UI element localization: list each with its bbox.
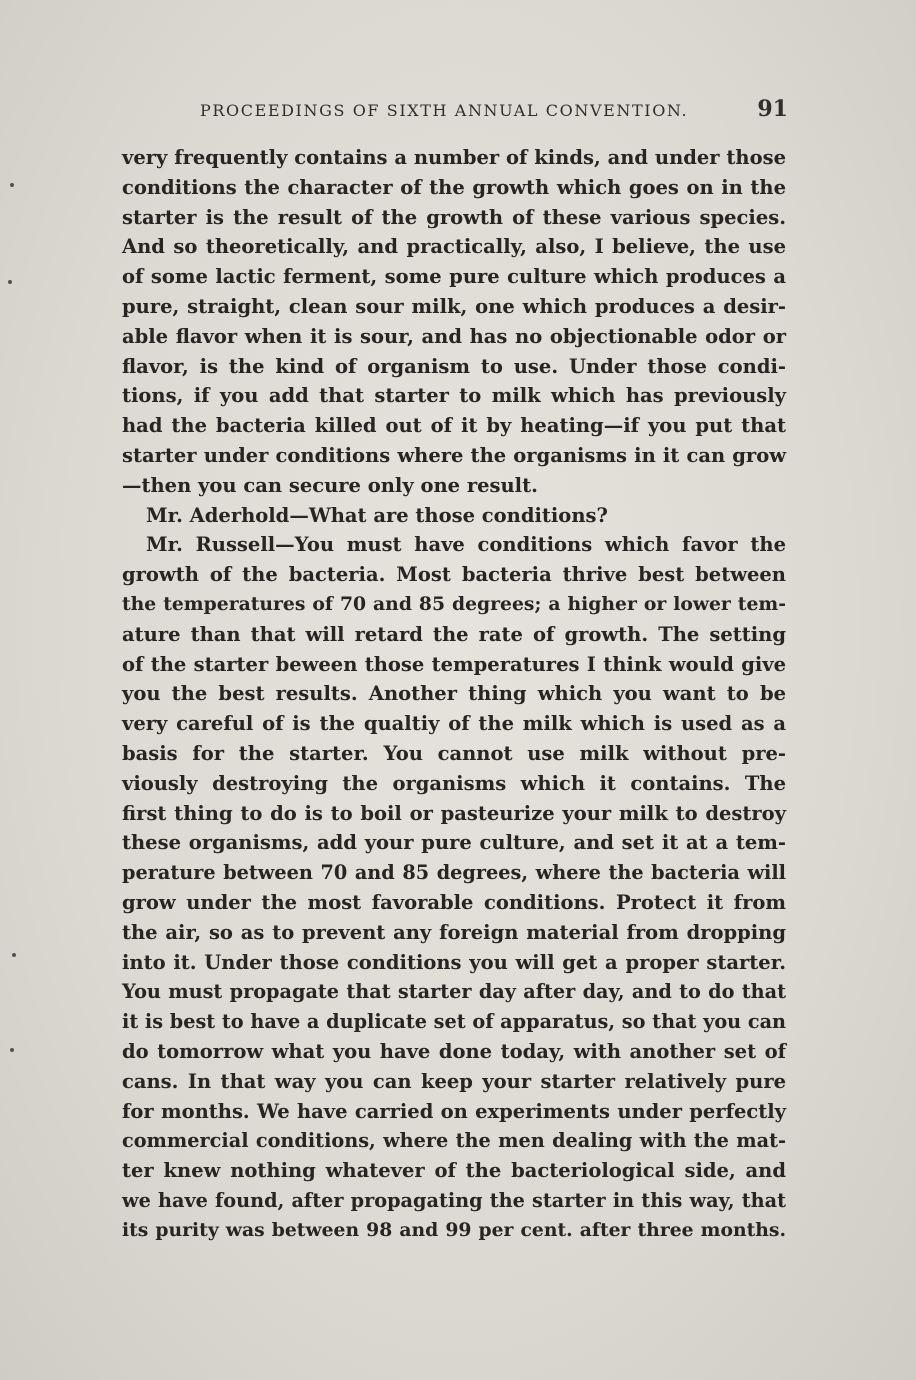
text-line: first thing to do is to boil or pasteurize your milk to destroy — [122, 801, 786, 825]
text-line: do tomorrow what you have done today, with another set of — [122, 1039, 786, 1063]
text-line: for months. We have carried on experiments under perfectly — [122, 1099, 786, 1123]
text-line: cans. In that way you can keep your starter relatively pure — [122, 1069, 786, 1093]
text-line: tions, if you add that starter to milk which has previously — [122, 384, 786, 408]
speck-mark — [10, 183, 14, 187]
text-line: it is best to have a duplicate set of apparatus, so that you can — [122, 1010, 787, 1034]
text-line: its purity was between 98 and 99 per cent. after three months. — [122, 1218, 786, 1241]
text-line: the air, so as to prevent any foreign material from dropping — [122, 920, 786, 944]
text-line: ter knew nothing whatever of the bacteriological side, and — [122, 1159, 786, 1183]
text-line: into it. Under those conditions you will get a proper starter. — [122, 950, 786, 974]
text-line: Mr. Russell—You must have conditions which favor the — [146, 533, 786, 557]
text-line: starter under conditions where the organisms in it can grow — [122, 443, 786, 467]
text-line: You must propagate that starter day after day, and to do that — [122, 980, 786, 1004]
text-line: very frequently contains a number of kinds, and under those — [122, 146, 786, 169]
speck-mark — [12, 953, 16, 957]
text-line: grow under the most favorable conditions. Protect it from — [122, 890, 786, 914]
page-number: 91 — [757, 96, 788, 122]
speck-mark — [8, 280, 12, 284]
text-line: you the best results. Another thing which you want to be — [122, 682, 786, 706]
text-line: basis for the starter. You cannot use milk without pre- — [122, 741, 786, 765]
text-line: Mr. Aderhold—What are those conditions? — [146, 503, 608, 527]
text-line: starter is the result of the growth of these various species. — [122, 205, 786, 229]
text-line: the temperatures of 70 and 85 degrees; a higher or lower tem- — [122, 592, 786, 615]
text-line: conditions the character of the growth which goes on in the — [122, 175, 786, 199]
text-line: we have found, after propagating the starter in this way, that — [122, 1188, 786, 1212]
text-line: perature between 70 and 85 degrees, where the bacteria will — [122, 861, 786, 885]
text-line: growth of the bacteria. Most bacteria thrive best between — [122, 563, 786, 587]
text-line: able flavor when it is sour, and has no objectionable odor or — [122, 324, 786, 348]
text-line: And so theoretically, and practically, also, I believe, the use — [122, 235, 786, 259]
text-line: of the starter beween those temperatures I think would give — [122, 652, 786, 676]
speck-mark — [10, 1048, 14, 1052]
text-line: pure, straight, clean sour milk, one which produces a desir- — [122, 294, 786, 318]
text-line: viously destroying the organisms which it contains. The — [122, 771, 786, 795]
text-line: of some lactic ferment, some pure culture which produces a — [122, 265, 786, 289]
running-header — [200, 96, 788, 126]
text-line: ature than that will retard the rate of growth. The setting — [122, 622, 786, 646]
text-line: commercial conditions, where the men dealing with the mat- — [122, 1129, 786, 1153]
text-line: very careful of is the qualtiy of the milk which is used as a — [122, 712, 786, 736]
text-line: —then you can secure only one result. — [122, 473, 538, 497]
body-text — [122, 143, 786, 1245]
text-line: these organisms, add your pure culture, and set it at a tem- — [122, 831, 786, 855]
text-line: had the bacteria killed out of it by heating—if you put that — [122, 414, 786, 438]
header-title: PROCEEDINGS OF SIXTH ANNUAL CONVENTION. — [200, 101, 689, 120]
text-line: flavor, is the kind of organism to use. Under those condi- — [122, 354, 786, 378]
